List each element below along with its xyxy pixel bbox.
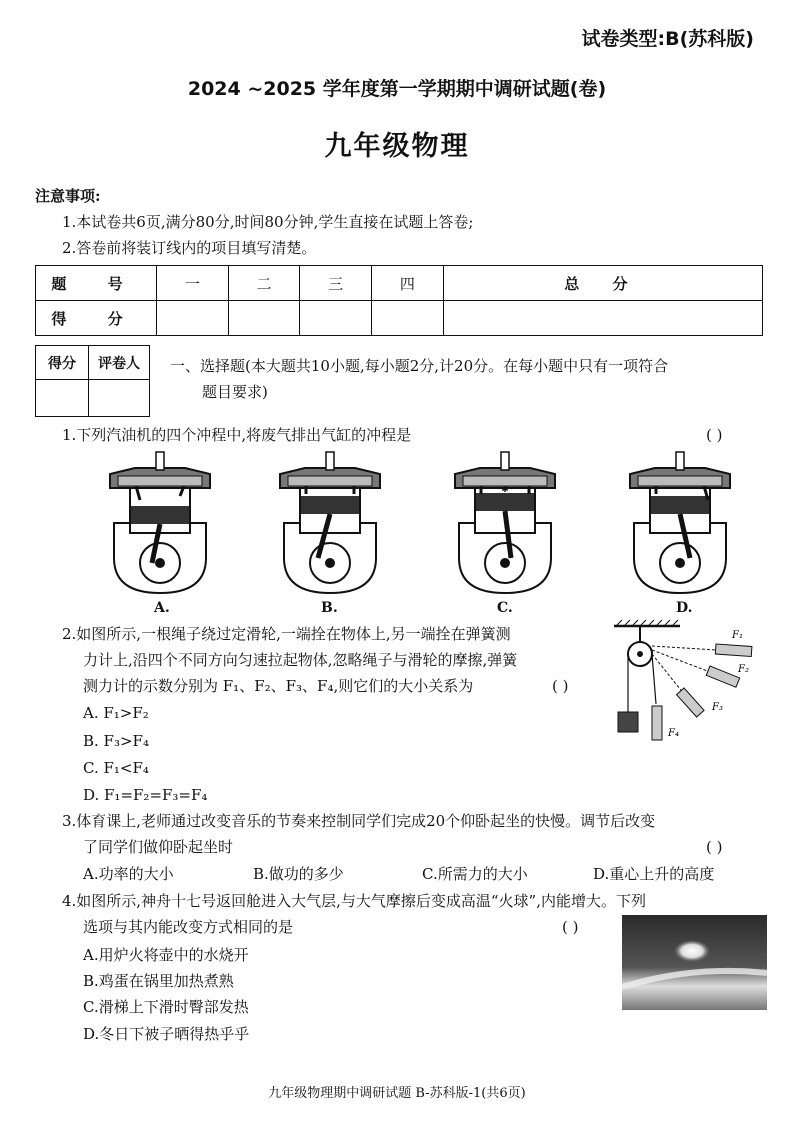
q1-answer-bracket[interactable]: ( ) [706, 426, 723, 444]
grader-score-cell[interactable] [36, 380, 89, 417]
q4-option-d[interactable]: D.冬日下被子晒得热乎乎 [83, 1025, 250, 1043]
engine-a-figure [110, 452, 210, 593]
q1-caption-d: D. [676, 600, 693, 616]
q1-stem: 1.下列汽油机的四个冲程中,将废气排出气缸的冲程是 [62, 426, 412, 444]
grader-name-cell[interactable] [89, 380, 150, 417]
score-cell-4[interactable] [372, 301, 444, 336]
q4-line2: 选项与其内能改变方式相同的是 [83, 918, 294, 936]
score-table-col-2: 二 [228, 266, 300, 301]
grader-table [35, 345, 150, 417]
grader-name-label: 评卷人 [89, 346, 150, 380]
score-table-label-question: 题 号 [36, 266, 157, 301]
score-table-col-1: 一 [157, 266, 229, 301]
q1-caption-c: C. [497, 600, 513, 616]
subject-title: 九年级物理 [324, 131, 470, 162]
q1-caption-a: A. [154, 600, 170, 616]
q2-option-a[interactable]: A. F₁>F₂ [83, 704, 149, 722]
q3-option-c[interactable]: C.所需力的大小 [422, 865, 528, 883]
q2-line2: 力计上,沿四个不同方向匀速拉起物体,忽略绳子与滑轮的摩擦,弹簧 [83, 651, 518, 669]
score-table-label-score: 得 分 [36, 301, 157, 336]
q2-answer-bracket[interactable]: ( ) [552, 677, 569, 695]
page-footer: 九年级物理期中调研试题 B-苏科版-1(共6页) [268, 1086, 526, 1101]
q3-option-d[interactable]: D.重心上升的高度 [593, 865, 715, 883]
q2-option-d[interactable]: D. F₁=F₂=F₃=F₄ [83, 786, 208, 804]
notes-item: 1.本试卷共6页,满分80分,时间80分钟,学生直接在试题上答卷; [62, 213, 474, 231]
score-table-header-row [36, 266, 763, 301]
q3-line2: 了同学们做仰卧起坐时 [83, 838, 234, 856]
q4-option-c[interactable]: C.滑梯上下滑时臀部发热 [83, 998, 249, 1016]
q2-label-f1: F₁ [732, 630, 743, 641]
section1-title-line2: 题目要求) [202, 383, 268, 401]
q4-answer-bracket[interactable]: ( ) [562, 918, 579, 936]
q2-pulley-figure [612, 620, 772, 750]
svg-text:✱: ✱ [501, 485, 509, 495]
q3-line1: 3.体育课上,老师通过改变音乐的节奏来控制同学们完成20个仰卧起坐的快慢。调节后改变 [62, 812, 656, 830]
engine-d-figure [630, 452, 730, 593]
q1-caption-b: B. [321, 600, 338, 616]
score-cell-total[interactable] [443, 301, 762, 336]
engine-b-figure [280, 452, 380, 593]
q2-line1: 2.如图所示,一根绳子绕过定滑轮,一端拴在物体上,另一端拴在弹簧测 [62, 625, 511, 643]
q4-option-a[interactable]: A.用炉火将壶中的水烧开 [83, 946, 249, 964]
score-table-col-total: 总 分 [443, 266, 762, 301]
q4-option-b[interactable]: B.鸡蛋在锅里加热煮熟 [83, 972, 234, 990]
score-cell-3[interactable] [300, 301, 372, 336]
q2-option-c[interactable]: C. F₁<F₄ [83, 759, 149, 777]
q3-option-b[interactable]: B.做功的多少 [253, 865, 344, 883]
score-table-score-row [36, 301, 763, 336]
section1-title [170, 356, 668, 376]
q4-reentry-capsule-photo [622, 915, 767, 1010]
fireball-icon [674, 940, 710, 962]
grader-score-label: 得分 [36, 346, 89, 380]
q1-engine-figures [100, 448, 740, 600]
exam-title: 2024 ~2025 学年度第一学期期中调研试题(卷) [187, 78, 607, 100]
q4-line1: 4.如图所示,神舟十七号返回舱进入大气层,与大气摩擦后变成高温“火球”,内能增大。下列 [62, 892, 646, 910]
q2-option-b[interactable]: B. F₃>F₄ [83, 732, 149, 750]
section1-title-line1: 一、选择题(本大题共10小题,每小题2分,计20分。在每小题中只有一项符合 [170, 357, 669, 375]
q2-label-f2: F₂ [738, 664, 749, 675]
engine-c-figure [455, 452, 555, 593]
q2-label-f4: F₄ [668, 728, 679, 739]
q3-answer-bracket[interactable]: ( ) [706, 838, 723, 856]
score-table-col-3: 三 [300, 266, 372, 301]
score-cell-2[interactable] [228, 301, 300, 336]
paper-type-label: 试卷类型:B(苏科版) [581, 28, 754, 50]
score-table [35, 265, 763, 336]
notes-item: 2.答卷前将装订线内的项目填写清楚。 [62, 239, 317, 257]
q2-line3: 测力计的示数分别为 F₁、F₂、F₃、F₄,则它们的大小关系为 [83, 677, 474, 695]
q2-label-f3: F₃ [712, 702, 723, 713]
score-table-col-4: 四 [372, 266, 444, 301]
score-cell-1[interactable] [157, 301, 229, 336]
notes-heading: 注意事项: [35, 187, 101, 205]
q3-option-a[interactable]: A.功率的大小 [83, 865, 174, 883]
